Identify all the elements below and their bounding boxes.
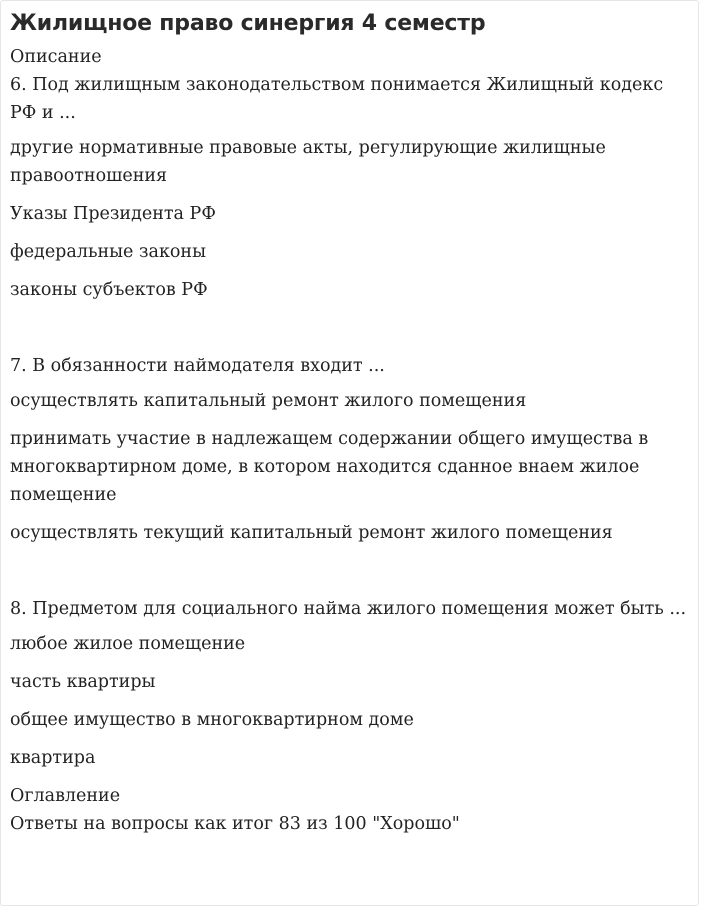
question-block-8 xyxy=(10,595,688,772)
answer-option: осуществлять капитальный ремонт жилого помещения xyxy=(10,391,527,411)
answer-option: часть квартиры xyxy=(10,672,156,692)
result-text: Ответы на вопросы как итог 83 из 100 "Хорошо" xyxy=(10,814,460,834)
spacer xyxy=(10,314,688,352)
question-block-7 xyxy=(10,352,688,547)
description-label: Описание xyxy=(10,47,102,67)
answer-option: федеральные законы xyxy=(10,242,207,262)
question-block-6 xyxy=(10,71,688,304)
toc-label: Оглавление xyxy=(10,786,121,806)
question-text: 8. Предметом для социального найма жилого помещения может быть ... xyxy=(10,599,687,619)
question-text: 6. Под жилищным законодательством понимается Жилищный кодекс РФ и ... xyxy=(10,75,664,123)
answer-option: квартира xyxy=(10,748,96,768)
answer-option: Указы Президента РФ xyxy=(10,204,216,224)
answer-option: любое жилое помещение xyxy=(10,634,246,654)
question-text: 7. В обязанности наймодателя входит ... xyxy=(10,356,385,376)
answer-option: осуществлять текущий капитальный ремонт жилого помещения xyxy=(10,523,613,543)
answer-option: принимать участие в надлежащем содержании общего имущества в многоквартирном доме, в котором находится сданное внаем жилое помещение xyxy=(10,429,649,505)
answer-option: законы субъектов РФ xyxy=(10,280,208,300)
page-title: Жилищное право синергия 4 семестр xyxy=(10,11,486,36)
answer-option: другие нормативные правовые акты, регулирующие жилищные правоотношения xyxy=(10,138,606,186)
answer-option: общее имущество в многоквартирном доме xyxy=(10,710,414,730)
spacer xyxy=(10,557,688,595)
